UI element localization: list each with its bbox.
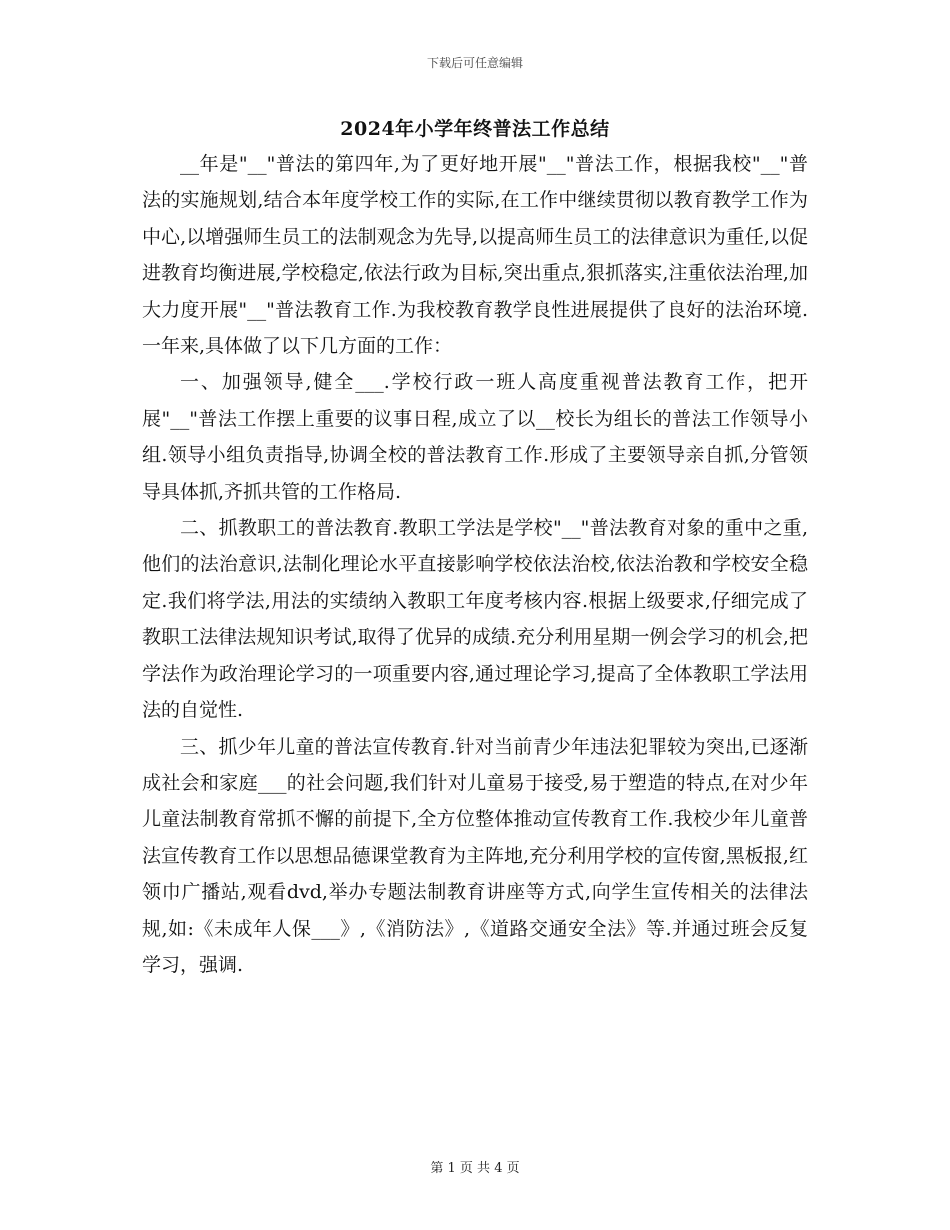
document-title: 2024年小学年终普法工作总结	[340, 118, 610, 140]
page-header-note: 下载后可任意编辑	[426, 56, 523, 70]
paragraph-section-2: 二、抓教职工的普法教育.教职工学法是学校"__"普法教育对象的重中之重,他们的法治意识,法制化理论水平直接影响学校依法治校,依法治教和学校安全稳定.我们将学法,用法的实绩纳入教职工年度考核内容.根据上级要求,仔细完成了教职工法律法规知识考试,取得了优异的成绩.充分利用星期一例会学习的机会,把学法作为政治理论学习的一项重要内容,通过理论学习,提高了全体教职工学法用法的自觉性.	[142, 517, 808, 722]
paragraph-intro: __年是"__"普法的第四年,为了更好地开展"__"普法工作，根据我校"__"普法的实施规划,结合本年度学校工作的实际,在工作中继续贯彻以教育教学工作为中心,以增强师生员工的法制观念为先导,以提高师生员工的法律意识为重任,以促进教育均衡进展,学校稳定,依法行政为目标,突出重点,狠抓落实,注重依法治理,加大力度开展"__"普法教育工作.为我校教育教学良性进展提供了良好的法治环境.一年来,具体做了以下几方面的工作：	[142, 153, 808, 358]
page-number: 第 1 页 共 4 页	[430, 1161, 520, 1176]
paragraph-section-3: 三、抓少年儿童的普法宣传教育.针对当前青少年违法犯罪较为突出,已逐渐成社会和家庭___的社会问题,我们针对儿童易于接受,易于塑造的特点,在对少年儿童法制教育常抓不懈的前提下,全方位整体推动宣传教育工作.我校少年儿童普法宣传教育工作以思想品德课堂教育为主阵地,充分利用学校的宣传窗,黑板报,红领巾广播站,观看dvd,举办专题法制教育讲座等方式,向学生宣传相关的法律法规,如:《未成年人保___》,《消防法》,《道路交通安全法》等.并通过班会反复学习，强调.	[142, 735, 808, 976]
document-body	[142, 146, 808, 983]
paragraph-section-1: 一、加强领导,健全___.学校行政一班人高度重视普法教育工作，把开展"__"普法工作摆上重要的议事日程,成立了以__校长为组长的普法工作领导小组.领导小组负责指导,协调全校的普法教育工作.形成了主要领导亲自抓,分管领导具体抓,齐抓共管的工作格局.	[142, 371, 808, 503]
